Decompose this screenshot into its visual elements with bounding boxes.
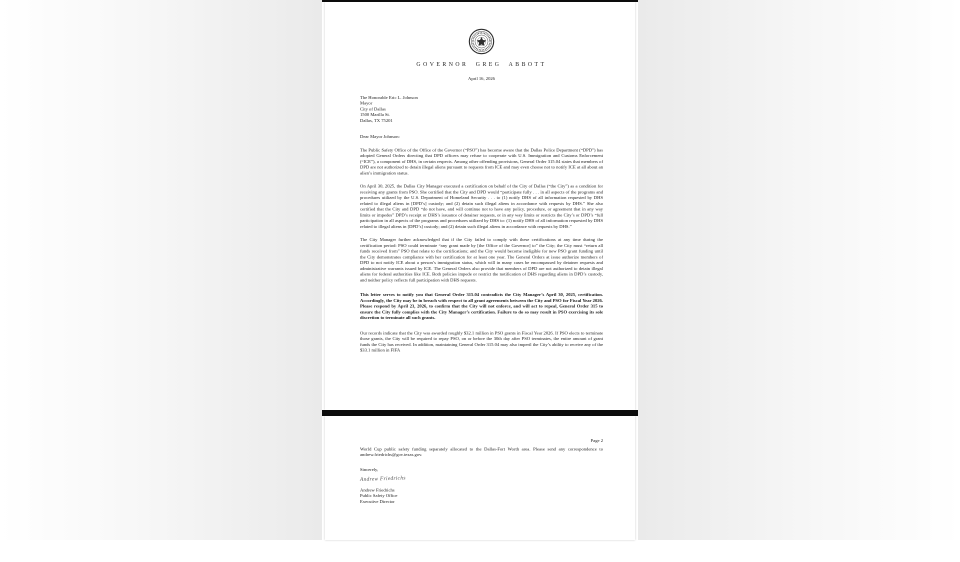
- recipient-line: 1500 Marilla St.: [360, 112, 390, 117]
- recipient-line: Dallas, TX 75201: [360, 117, 393, 123]
- page-1-content: [325, 28, 635, 436]
- letter-page-2: [325, 416, 635, 540]
- body-paragraph-1: The Public Safety Office of the Office of the Governor (“PSO”) has become aware that the Dallas Police Department (“DPD”) has adopted General Orders directing that DPD officers may refuse to cooperate with U.S. Immigration and Customs Enforcement (“ICE”), a component of DHS, in certain respects. Among other offending provisions, General Order 315.04 states that members of DPD are not authorized to detain illegal aliens pursuant to requests from ICE and may even choose not to notify ICE at all about an alien’s immigration status.: [360, 147, 603, 176]
- recipient-line: The Honorable Eric L. Johnson: [360, 94, 418, 100]
- body-paragraph-5: Our records indicate that the City was awarded roughly $32.1 million in PSO grants in Fiscal Year 2026. If PSO elects to terminate those grants, the City will be required to repay PSO, on or before the 30th day after PSO terminates, the entire amount of grant funds the City has received. In addition, maintaining General Order 315.04 may also imperil the City’s ability to receive any of the $33.1 million in FIFA: [360, 330, 603, 353]
- signer-name: Andrew Friedrichs: [360, 487, 395, 493]
- recipient-line: City of Dallas: [360, 106, 386, 112]
- signature-block: [360, 487, 603, 504]
- viewer-background-left: [0, 0, 322, 540]
- letterhead-title: GOVERNOR GREG ABBOTT: [416, 61, 547, 68]
- signer-office: Public Safety Office: [360, 493, 398, 498]
- salutation: Dear Mayor Johnson:: [360, 134, 400, 139]
- recipient-line: Mayor: [360, 100, 373, 106]
- signer-title: Executive Director: [360, 498, 395, 504]
- page-2-content: [325, 438, 635, 562]
- letter-page-1: [325, 2, 635, 410]
- body-paragraph-3: The City Manager further acknowledged that if the City failed to comply with these certifications at any time during the certification period: PSO could terminate “any grant made by [the Office of the Governor] to” the City; the City must “return all funds received from” PSO that relate to the certifications; and the City would become ineligible for new PSO grant funding until the City demonstrates compliance with her certification for at least one year. The General Orders at issue authorize members of DPD to not notify ICE about a person’s immigration status, which will in many cases be encompassed by detainer requests and administrative warrants issued by ICE. The General Orders also provide that members of DPD are not authorized to detain illegal aliens for federal authorities like ICE. Both policies impede or restrict the notification of DHS regarding aliens in DPD’s custody, and neither policy reflects full participation with DHS requests.: [360, 237, 603, 283]
- closing-line: Sincerely,: [360, 466, 379, 472]
- page-number: Page 2: [590, 438, 603, 443]
- body-paragraph-2: On April 30, 2025, the Dallas City Manager executed a certification on behalf of the City of Dallas (“the City”) as a condition for receiving any grants from PSO. She certified that the City and DPD would “participate fully . . . in all aspects of the programs and procedures utilized by the U.S. Department of Homeland Security . . . to (1) notify DHS of all information requested by DHS related to illegal aliens in [DPD’s] custody; and (2) detain such illegal aliens in accordance with requests by DHS.” She also certified that the City and DPD “do not have, and will continue not to have any policy, procedure, or agreement that in any way limits or impedes” DPD’s receipt or DHS’s issuance of detainer requests, or in any way limits or restricts the City’s or DPD’s “full participation in all aspects of the programs and procedures utilized by DHS to: (1) notify DHS of all information requested by DHS related to illegal aliens in [DPD’s] custody; and (2) detain such illegal aliens in accordance with requests by DHS.”: [360, 183, 603, 229]
- body-paragraph-continuation: World Cup public safety funding separately allocated to the Dallas-Fort Worth area. Please send any correspondence to andrew.friedrichs@gov.texas.gov.: [360, 446, 603, 457]
- letter-date: April 16, 2026: [468, 76, 495, 81]
- recipient-address: [360, 95, 603, 124]
- handwritten-signature: Andrew Friedrichs: [359, 474, 406, 483]
- body-paragraph-4-notice: This letter serves to notify you that General Order 315.04 contradicts the City Manager’s April 30, 2025, certification. Accordingly, the City may be in breach with respect to all grant agreements between the City and PSO for Fiscal Year 2026. Please respond by April 23, 2026, to confirm that the City will not enforce, and will act to repeal, General Order 315 to ensure the City fully complies with the City Manager’s certification. Failure to do so may result in PSO exercising its sole discretion to terminate all such grants.: [360, 292, 603, 320]
- texas-state-seal-icon: [360, 28, 603, 57]
- viewer-background-right: [638, 0, 960, 540]
